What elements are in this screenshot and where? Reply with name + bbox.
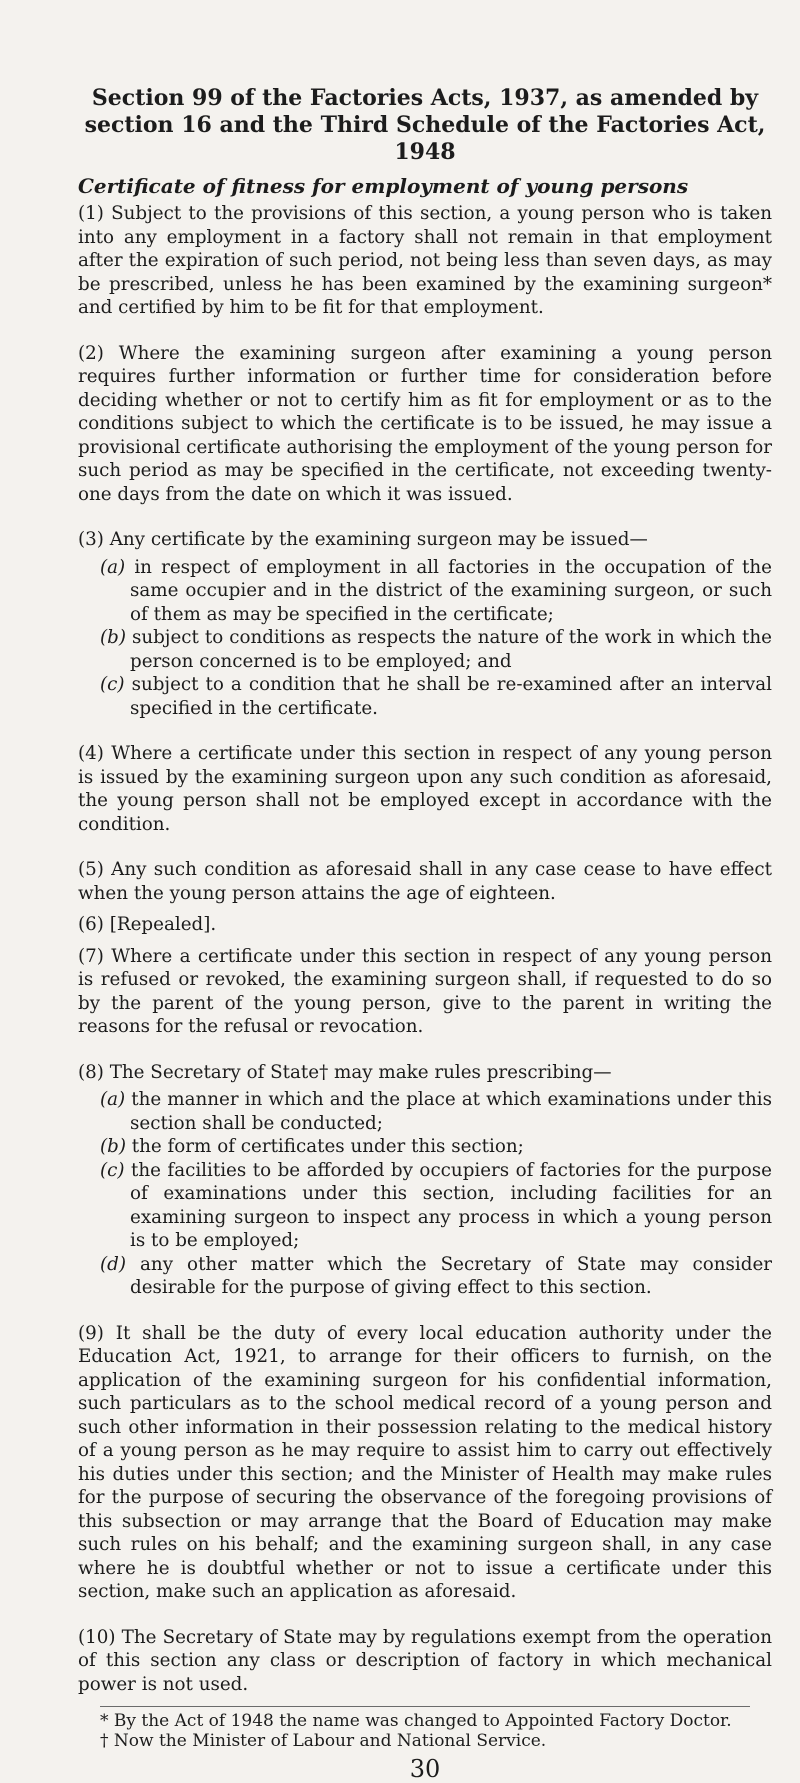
- paragraph-4: (4) Where a certificate under this section in respect of any young person is issued by the examining surgeon upon any such condition as aforesaid, the young person shall not be employed except in accordance with the condition.: [78, 743, 772, 835]
- paragraph-5: (5) Any such condition as aforesaid shall in any case cease to have effect when the young person attains the age of eighteen.: [78, 859, 772, 904]
- paragraph-2: (2) Where the examining surgeon after examining a young person requires further information or further time for consideration before deciding whether or not to certify him as fit for employment or as to the conditions subject to which the certificate is to be issued, he may issue a provisional certificate authorising the employment of the young person for such period as may be specified in the certificate, not exceeding twenty-one days from the date on which it was issued.: [78, 342, 772, 505]
- footnote-divider: [100, 1706, 750, 1707]
- title-line-1: Section 99 of the Factories Acts, 1937, as amended by: [91, 85, 759, 111]
- list-item: (b) the form of certificates under this section;: [100, 1136, 524, 1157]
- list-item: (c) subject to a condition that he shall be re-examined after an interval specified in the certificate.: [100, 674, 772, 719]
- paragraph-3-list: [78, 556, 772, 721]
- footnote-1: * By the Act of 1948 the name was changed to Appointed Factory Doctor.: [100, 1711, 732, 1731]
- list-item: (d) any other matter which the Secretary of State may consider desirable for the purpose of giving effect to this section.: [100, 1253, 773, 1298]
- paragraph-7: (7) Where a certificate under this section in respect of any young person is refused or revoked, the examining surgeon shall, if requested to do so by the parent of the young person, give to the parent in writing the reasons for the refusal or revocation.: [78, 945, 772, 1037]
- page-number: 30: [409, 1755, 441, 1783]
- list-item: (c) the facilities to be afforded by occupiers of factories for the purpose of examinations under this section, including facilities for an examining surgeon to inspect any process in which a young person is to be employed;: [100, 1159, 772, 1251]
- paragraph-10: (10) The Secretary of State may by regulations exempt from the operation of this section any class or description of factory in which mechanical power is not used.: [78, 1626, 772, 1695]
- paragraph-6: (6) [Repealed].: [78, 914, 217, 935]
- paragraph-9: (9) It shall be the duty of every local education authority under the Education Act, 1921, to arrange for their officers to furnish, on the application of the examining surgeon for his confidential information, such particulars as to the school medical record of a young person and such other information in their possession relating to the medical history of a young person as he may require to assist him to carry out effectively his duties under this section; and the Minister of Health may make rules for the purpose of securing the observance of the foregoing provisions of this subsection or may arrange that the Board of Education may make such rules on his behalf; and the examining surgeon shall, in any case where he is doubtful whether or not to issue a certificate under this section, make such an application as aforesaid.: [78, 1322, 772, 1602]
- paragraph-8-intro: (8) The Secretary of State† may make rules prescribing—: [78, 1061, 612, 1083]
- list-item: (b) subject to conditions as respects the nature of the work in which the person concerned is to be employed; and: [100, 627, 772, 672]
- paragraph-1: (1) Subject to the provisions of this section, a young person who is taken into any employment in a factory shall not remain in that employment after the expiration of such period, not being less than seven days, as may be prescribed, unless he has been examined by the examining surgeon* and certified by him to be fit for that employment.: [78, 203, 772, 318]
- paragraph-8-list: [78, 1088, 772, 1300]
- footnote-2: † Now the Minister of Labour and National Service.: [100, 1731, 547, 1751]
- document-page: [78, 85, 772, 1783]
- title-line-2: section 16 and the Third Schedule of the Factories Act, 1948: [84, 112, 766, 165]
- paragraph-3-intro: (3) Any certificate by the examining surgeon may be issued—: [78, 529, 648, 550]
- list-item: (a) the manner in which and the place at which examinations under this section shall be conducted;: [100, 1089, 772, 1134]
- section-heading: Certificate of fitness for employment of young persons: [78, 174, 689, 198]
- list-item: (a) in respect of employment in all factories in the occupation of the same occupier and in the district of the examining surgeon, or such of them as may be specified in the certificate;: [100, 556, 772, 625]
